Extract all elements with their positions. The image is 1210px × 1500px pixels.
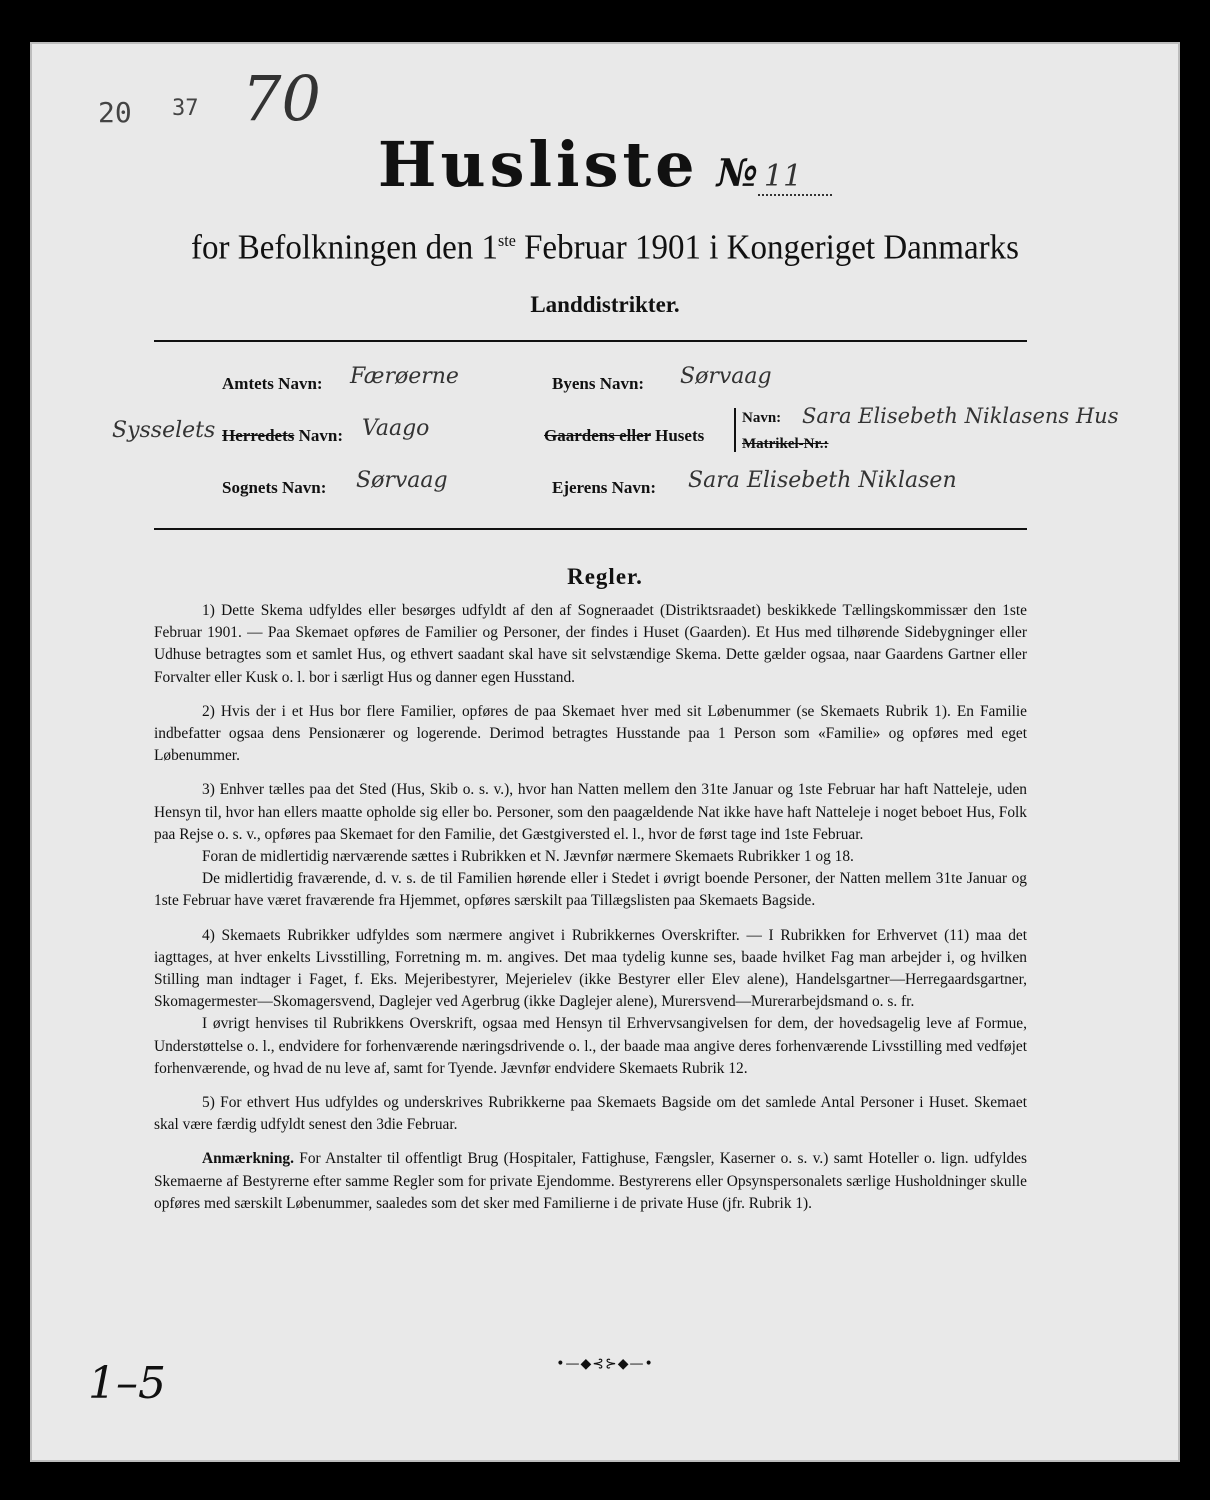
rule-3b: Foran de midlertidig nærværende sættes i Rubrikken et N. Jævnfør nærmere Skemaets Rubrikker 1 og 18. — [202, 848, 854, 866]
gaard-label — [544, 426, 704, 446]
archive-stamp-left: 20 — [98, 96, 132, 129]
form-title — [32, 128, 1178, 201]
herred-label — [222, 426, 343, 446]
note-label: Anmærkning. — [202, 1150, 294, 1168]
rule-5: 5) For ethvert Hus udfyldes og underskrives Rubrikkerne paa Skemaets Bagside om det samlede Antal Personer i Huset. Skemaet skal være færdig udfyldt senest den 3die Februar. — [154, 1094, 1027, 1134]
brace-line — [734, 408, 736, 452]
subtitle-sup: ste — [498, 232, 516, 251]
rule-2: 2) Hvis der i et Hus bor flere Familier, opføres de paa Skemaet hver med sit Løbenummer (se Skemaets Rubrik 1). En Familie indbefatter ogsaa dens Pensionærer og logerende. Derimod betragtes Husstande paa 1 Person som «Familie» og opføres med eget Løbenummer. — [154, 702, 1027, 765]
navn-label: Navn: — [742, 410, 782, 426]
rule-4: 4) Skemaets Rubrikker udfyldes som nærmere angivet i Rubrikkernes Overskrifter. — I Rubrikken for Erhvervet (11) maa det iagttages, at hver enkelts Livsstilling, Forretning m. m. angives. Det maa tydelig kunne ses, baade hvilket Fag man arbejder i, og hvilken Stilling man indtager i Faget, f. Eks. Mejeribestyrer, Mejerielev (ikke Bestyrer eller Elev alene), Handelsgartner—Herregaardsgartner, Skomagermester—Skomagersvend, Daglejer ved Agerbrug (ikke Daglejer alene), Murersvend—Murerarbejdsmand o. s. fr. — [154, 926, 1027, 1011]
gaard-label-rest: Husets — [655, 426, 705, 445]
region-heading: Landdistrikter. — [530, 292, 680, 317]
rule-3c: De midlertidig fraværende, d. v. s. de til Familien hørende eller i Stedet i øvrigt boende Personer, der Natten mellem 31te Januar og 1ste Februar have været fraværende fra Hjemmet, opføres særskilt paa Tillægslisten paa Skemaets Bagside. — [154, 870, 1027, 910]
ornament: •—◆⊰⊱◆—• — [556, 1356, 654, 1372]
form-subtitle — [32, 229, 1178, 268]
rule-4b: I øvrigt henvises til Rubrikkens Overskrift, ogsaa med Hensyn til Erhvervsangivelsen for dem, der hovedsagelig leve af Formue, Understøttelse o. l., endvidere for forhenværende næringsdrivende o. l., der baade maa angive deres forhenværende Livsstilling med vedføjet forhenværende, og hvad de nu leve af, samt for Tyende. Jævnfør endvidere Skemaets Rubrik 12. — [154, 1015, 1027, 1077]
herred-value: Vaago — [362, 416, 430, 441]
handwritten-page-number: 70 — [242, 62, 321, 135]
ejer-value: Sara Elisebeth Niklasen — [688, 468, 957, 493]
title-text: Husliste — [377, 128, 699, 201]
herred-label-rest: Navn: — [298, 426, 344, 445]
rule-1: 1) Dette Skema udfyldes eller besørges udfyldt af den af Sogneraadet (Distriktsraadet) beskikkede Tællingskommissær den 1ste Februar 1901. — Paa Skemaet opføres de Familier og Personer, der findes i Huset (Gaarden). Et Hus med tilhørende Sidebygninger eller Udhuse betragtes som et samlet Hus, og ethvert saadant skal have sit selvstændige Skema. Dette gælder ogsaa, naar Gaardens Gartner eller Forvalter eller Kusk o. l. bor i særligt Hus og danner egen Husstand. — [154, 602, 1027, 686]
rules-body — [154, 600, 1027, 1227]
rules-heading: Regler. — [567, 564, 643, 589]
ejer-label: Ejerens Navn: — [552, 478, 657, 497]
navn-value: Sara Elisebeth Niklasens Hus — [802, 404, 1119, 428]
herred-label-struck: Herredets — [222, 426, 295, 445]
number-label: № — [716, 150, 758, 195]
rule-note — [154, 1148, 1027, 1215]
rule-3: 3) Enhver tælles paa det Sted (Hus, Skib o. s. v.), hvor han Natten mellem den 31te Januar og 1ste Februar har haft Natteleje, uden Hensyn til, hvor han ellers maatte opholde sig eller bo. Personer, som den paagældende Nat ikke have haft Natteleje i noget beboet Hus, Folk paa Rejse o. s. v., opføres paa Skemaet for den Familie, det Gæstgiversted el. l., hvor de først tage ind 1ste Februar. — [154, 781, 1027, 843]
amt-label: Amtets Navn: — [222, 374, 323, 393]
subtitle-post: Februar 1901 i Kongeriget Danmarks — [515, 229, 1019, 267]
sogn-label: Sognets Navn: — [222, 478, 327, 497]
archive-stamp-right: 37 — [172, 96, 199, 121]
bottom-divider — [154, 528, 1027, 530]
sysselets-note: Sysselets — [112, 418, 216, 443]
by-label: Byens Navn: — [552, 374, 645, 393]
census-form-page — [30, 42, 1180, 1462]
top-divider — [154, 340, 1027, 342]
by-value: Sørvaag — [680, 364, 772, 389]
subtitle-pre: for Befolkningen den 1 — [191, 229, 499, 267]
gaard-label-struck: Gaardens eller — [544, 426, 651, 445]
amt-value: Færøerne — [350, 364, 459, 389]
number-value: 11 — [758, 159, 832, 196]
matrikel-label: Matrikel-Nr.: — [742, 436, 829, 452]
sogn-value: Sørvaag — [356, 468, 448, 493]
handwritten-count: 1–5 — [88, 1358, 166, 1409]
note-text: For Anstalter til offentligt Brug (Hospitaler, Fattighuse, Fængsler, Kaserner o. s. v.) samt Hoteller o. lign. udfyldes Skemaerne af Bestyrerne efter samme Regler som for private Ejendomme. Bestyrerens eller Opsynspersonalets særlige Husholdninger skulle opføres med særskilt Løbenummer, saaledes som det sker med Familierne i de private Huse (jfr. Rubrik 1). — [154, 1150, 1027, 1212]
